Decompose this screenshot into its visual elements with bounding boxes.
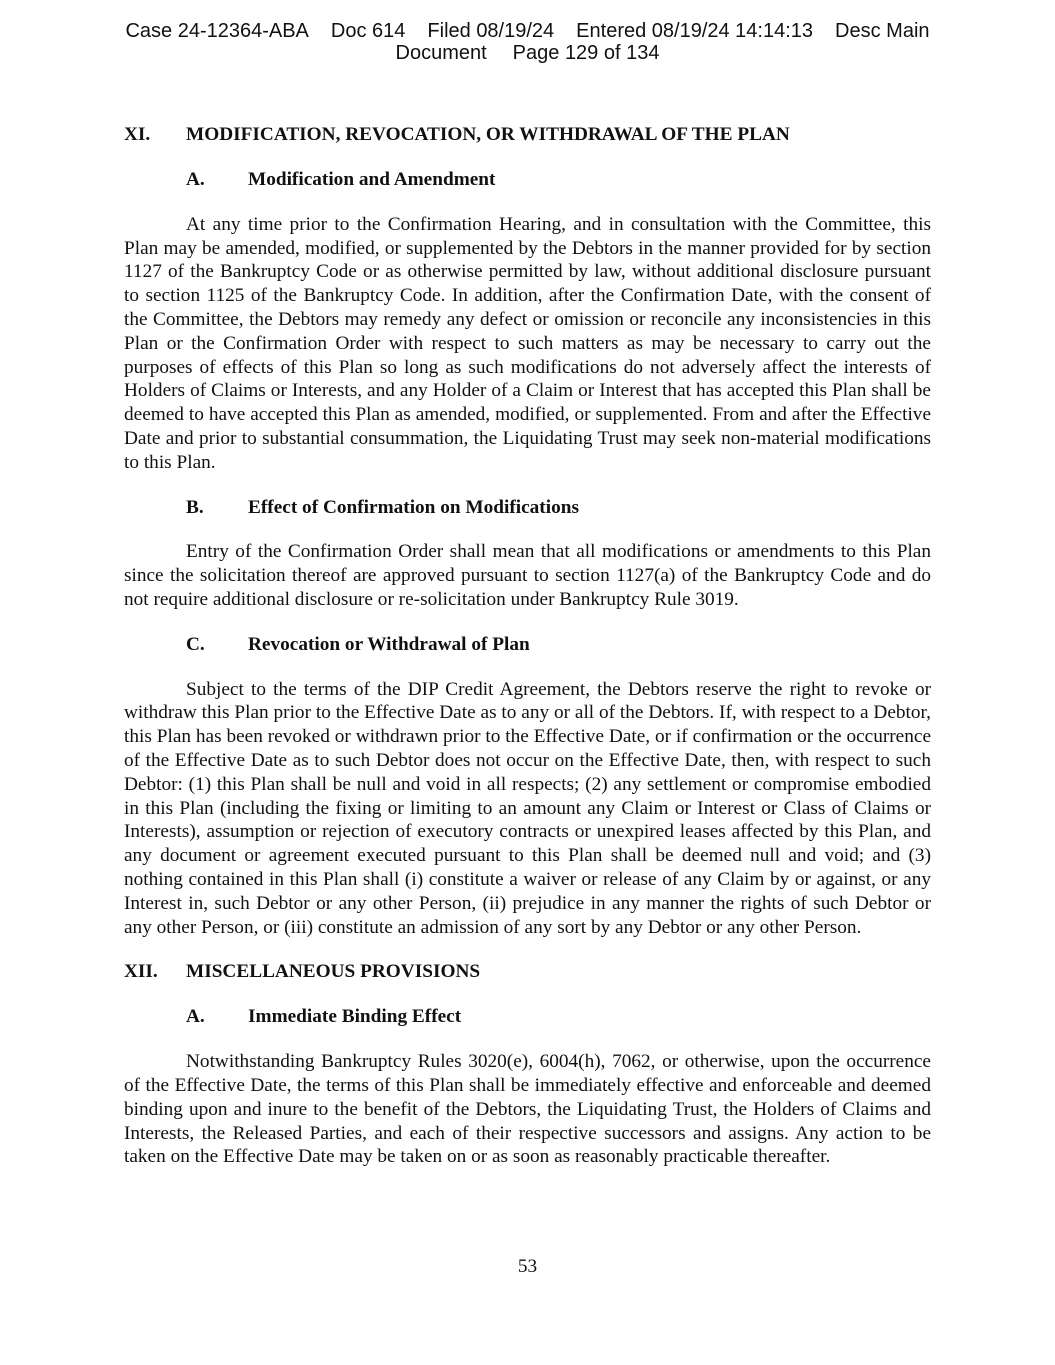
subsection-title: Modification and Amendment [248,169,496,190]
section-number: XII. [124,961,158,983]
subsection-letter: C. [186,633,205,655]
page-number: 53 [517,1256,538,1277]
section-number: XI. [124,124,151,145]
paragraph: Notwithstanding Bankruptcy Rules 3020(e), 6004(h), 7062, or otherwise, upon the occurrence of the Effective Date, the terms of this Plan shall be immediately effective and enforceable and deemed binding upon and inure to the benefit of the Debtors, the Liquidating Trust, the Holders of Claims and Interests, the Released Parties, and each of their respective successors and assigns. Any action to be taken on the Effective Date may be taken on or as soon as reasonably practicable thereafter. [124,1051,931,1168]
subsection-title: Revocation or Withdrawal of Plan [248,633,530,655]
document-label: Document [395,42,487,64]
subsection-heading [124,496,931,520]
page-indicator: Page 129 of 134 [512,42,660,64]
section-title: MISCELLANEOUS PROVISIONS [186,961,481,983]
document-body [124,123,931,1169]
section-heading [124,960,931,984]
paragraph: At any time prior to the Confirmation Hearing, and in consultation with the Committee, this Plan may be amended, modified, or supplemented by the Debtors in the manner provided for by section 1127 of the Bankruptcy Code or as otherwise permitted by law, without additional disclosure pursuant to section 1125 of the Bankruptcy Code. In addition, after the Confirmation Date, with the consent of the Committee, the Debtors may remedy any defect or omission or reconcile any inconsistencies in this Plan or the Confirmation Order with respect to such matters as may be necessary to carry out the purposes of effects of this Plan so long as such modifications do not adversely affect the interests of Holders of Claims or Interests, and any Holder of a Claim or Interest that has accepted this Plan shall be deemed to have accepted this Plan as amended, modified, or supplemented. From and after the Effective Date and prior to substantial consummation, the Liquidating Trust may seek non-material modifications to this Plan. [124,213,931,473]
subsection-heading [124,633,931,657]
header-line-2 [0,42,1055,64]
entered-date: Entered 08/19/24 14:14:13 [576,20,814,42]
paragraph: Subject to the terms of the DIP Credit Agreement, the Debtors reserve the right to revoke or withdraw this Plan prior to the Effective Date as to any or all of the Debtors. If, with respect to a Debtor, this Plan has been revoked or withdrawn prior to the Effective Date, or if confirmation or the occurrence of the Effective Date as to such Debtor does not occur on the Effective Date, then, with respect to such Debtor: (1) this Plan shall be null and void in all respects; (2) any settlement or compromise embodied in this Plan (including the fixing or limiting to an amount any Claim or Interest or Class of Claims or Interests), assumption or rejection of executory contracts or unexpired leases affected by this Plan, and any document or agreement executed pursuant to this Plan shall be deemed null and void; and (3) nothing contained in this Plan shall (i) constitute a waiver or release of any Claim by or against, or any Interest in, such Debtor or any other Person, (ii) prejudice in any manner the rights of such Debtor or any other Person, or (iii) constitute an admission of any sort by any Debtor or any other Person. [124,678,931,938]
subsection-letter: A. [186,1006,205,1028]
subsection-title: Effect of Confirmation on Modifications [248,496,579,518]
court-filing-header [0,20,1055,64]
paragraph: Entry of the Confirmation Order shall mean that all modifications or amendments to this Plan since the solicitation thereof are approved pursuant to section 1127(a) of the Bankruptcy Code and do not require additional disclosure or re-solicitation under Bankruptcy Rule 3019. [124,541,931,610]
section-title: MODIFICATION, REVOCATION, OR WITHDRAWAL OF THE PLAN [186,124,790,145]
subsection-letter: B. [186,496,204,518]
case-number: Case 24-12364-ABA [125,20,309,42]
subsection-heading [124,1005,931,1029]
filed-date: Filed 08/19/24 [427,20,555,42]
subsection-title: Immediate Binding Effect [248,1006,462,1028]
desc-label: Desc Main [835,20,930,42]
doc-number: Doc 614 [330,20,406,42]
header-line-1 [0,20,1055,42]
section-heading [124,123,931,147]
subsection-heading [124,168,931,192]
subsection-letter: A. [186,169,205,190]
